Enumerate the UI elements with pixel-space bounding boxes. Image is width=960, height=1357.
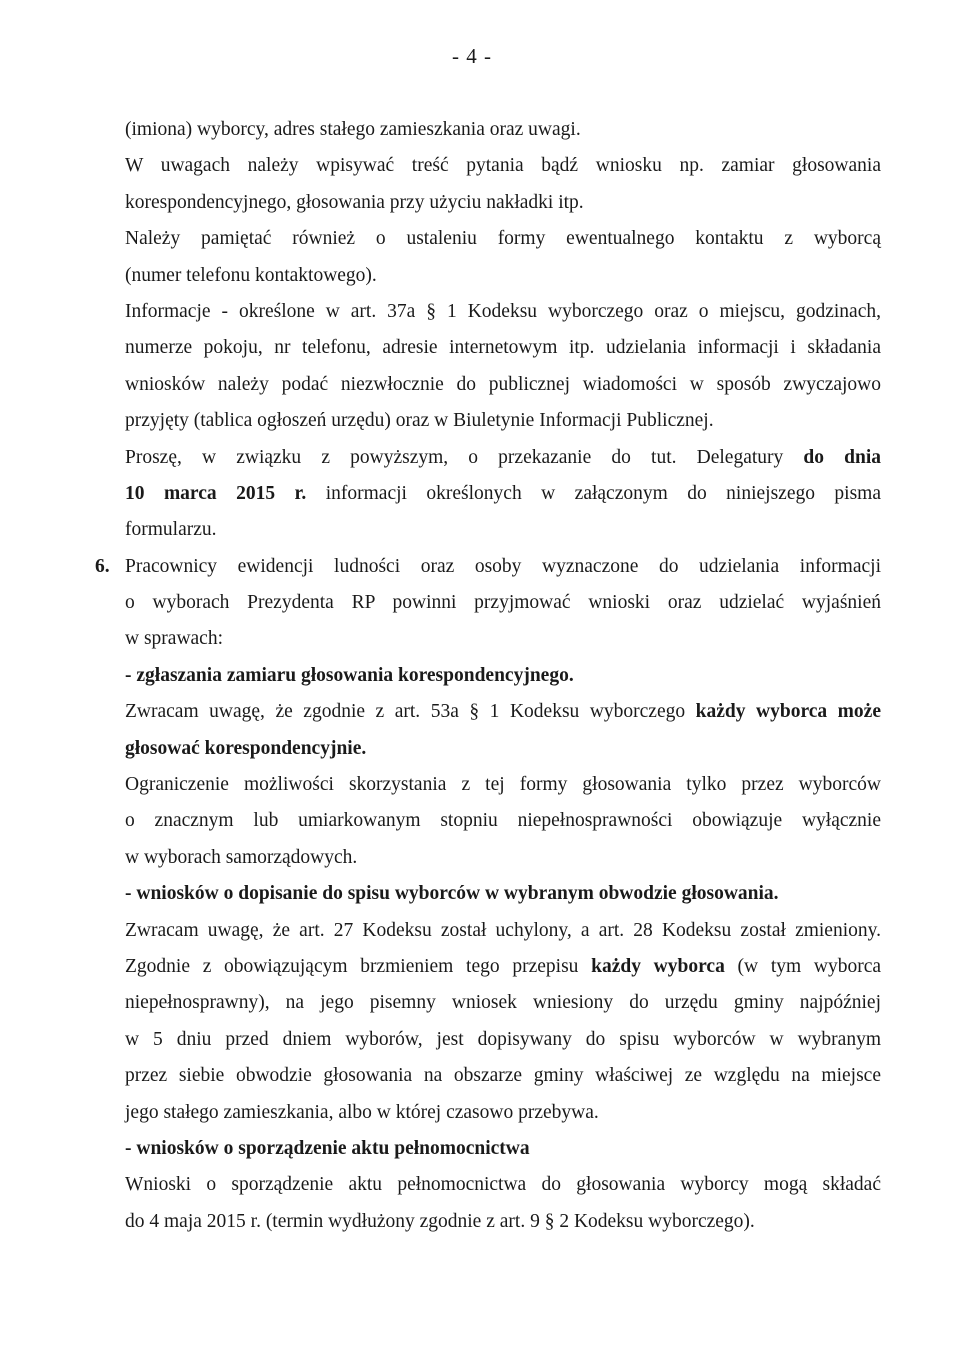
text-segment: Zgodnie z obowiązującym brzmieniem tego przepisu bbox=[125, 955, 592, 977]
paragraph-line: (numer telefonu kontaktowego). bbox=[125, 264, 377, 286]
paragraph-line: niepełnosprawny), na jego pisemny wniosek wniesiony do urzędu gminy najpóźniej bbox=[125, 992, 881, 1014]
paragraph-line bbox=[125, 694, 881, 730]
paragraph-line: Pracownicy ewidencji ludności oraz osoby wyznaczone do udzielania informacji bbox=[125, 555, 881, 577]
paragraph-line: wniosków należy podać niezwłocznie do publicznej wiadomości w sposób zwyczajowo bbox=[125, 373, 881, 395]
text-segment: informacji określonych w załączonym do niniejszego pisma bbox=[306, 482, 881, 504]
deadline-emphasis: do dnia bbox=[803, 446, 881, 468]
paragraph-line bbox=[125, 440, 881, 476]
page-number: - 4 - bbox=[452, 44, 492, 68]
paragraph-line: o znacznym lub umiarkowanym stopniu niepełnosprawności obowiązuje wyłącznie bbox=[125, 810, 881, 832]
item-number: 6. bbox=[95, 555, 110, 577]
paragraph-line: w wyborach samorządowych. bbox=[125, 846, 358, 868]
section-heading: - zgłaszania zamiaru głosowania korespondencyjnego. bbox=[125, 664, 574, 686]
numbered-item-6 bbox=[95, 549, 882, 1240]
paragraph-line: formularzu. bbox=[125, 519, 217, 541]
paragraph-line bbox=[125, 949, 881, 985]
paragraph-line: korespondencyjnego, głosowania przy użyciu nakładki itp. bbox=[125, 191, 584, 213]
paragraph-line: w sprawach: bbox=[125, 628, 224, 650]
paragraph-line: Zwracam uwagę, że art. 27 Kodeksu został uchylony, a art. 28 Kodeksu został zmieniony. bbox=[125, 919, 881, 941]
paragraph-line: (imiona) wyborcy, adres stałego zamieszkania oraz uwagi. bbox=[125, 119, 581, 140]
paragraph-line: Wnioski o sporządzenie aktu pełnomocnictwa do głosowania wyborcy mogą składać bbox=[125, 1174, 881, 1196]
section-heading: - wniosków o sporządzenie aktu pełnomocnictwa bbox=[125, 1137, 530, 1159]
document-body bbox=[95, 112, 882, 1240]
paragraph-line: do 4 maja 2015 r. (termin wydłużony zgodnie z art. 9 § 2 Kodeksu wyborczego). bbox=[125, 1210, 755, 1232]
paragraph-line: numerze pokoju, nr telefonu, adresie internetowym itp. udzielania informacji i składania bbox=[125, 337, 881, 359]
text-segment: Proszę, w związku z powyższym, o przekazanie do tut. Delegatury bbox=[125, 446, 804, 468]
bold-line: głosować korespondencyjnie. bbox=[125, 737, 367, 759]
deadline-date: 10 marca 2015 r. bbox=[125, 482, 307, 504]
section-heading: - wniosków o dopisanie do spisu wyborców w wybranym obwodzie głosowania. bbox=[125, 883, 779, 905]
paragraph-line: Należy pamiętać również o ustaleniu formy ewentualnego kontaktu z wyborcą bbox=[125, 228, 881, 250]
paragraph-line bbox=[125, 476, 881, 512]
bold-phrase: każdy wyborca bbox=[591, 955, 725, 977]
text-segment: (w tym wyborca bbox=[724, 955, 882, 977]
paragraph-line: Ograniczenie możliwości skorzystania z tej formy głosowania tylko przez wyborców bbox=[125, 774, 881, 796]
paragraph-line: W uwagach należy wpisywać treść pytania bądź wniosku np. zamiar głosowania bbox=[125, 155, 881, 177]
paragraph-line: Informacje - określone w art. 37a § 1 Kodeksu wyborczego oraz o miejscu, godzinach, bbox=[125, 300, 881, 322]
paragraph-line: w 5 dniu przed dniem wyborów, jest dopisywany do spisu wyborców w wybranym bbox=[125, 1028, 881, 1050]
paragraph-line: przez siebie obwodzie głosowania na obszarze gminy właściwej ze względu na miejsce bbox=[125, 1065, 881, 1087]
paragraph-line: przyjęty (tablica ogłoszeń urzędu) oraz w Biuletynie Informacji Publicznej. bbox=[125, 410, 714, 432]
paragraph-line: jego stałego zamieszkania, albo w której czasowo przebywa. bbox=[125, 1101, 599, 1123]
text-segment: Zwracam uwagę, że zgodnie z art. 53a § 1 Kodeksu wyborczego bbox=[125, 701, 696, 723]
paragraph-line: o wyborach Prezydenta RP powinni przyjmować wnioski oraz udzielać wyjaśnień bbox=[125, 592, 881, 614]
bold-phrase: każdy wyborca może bbox=[695, 701, 881, 723]
